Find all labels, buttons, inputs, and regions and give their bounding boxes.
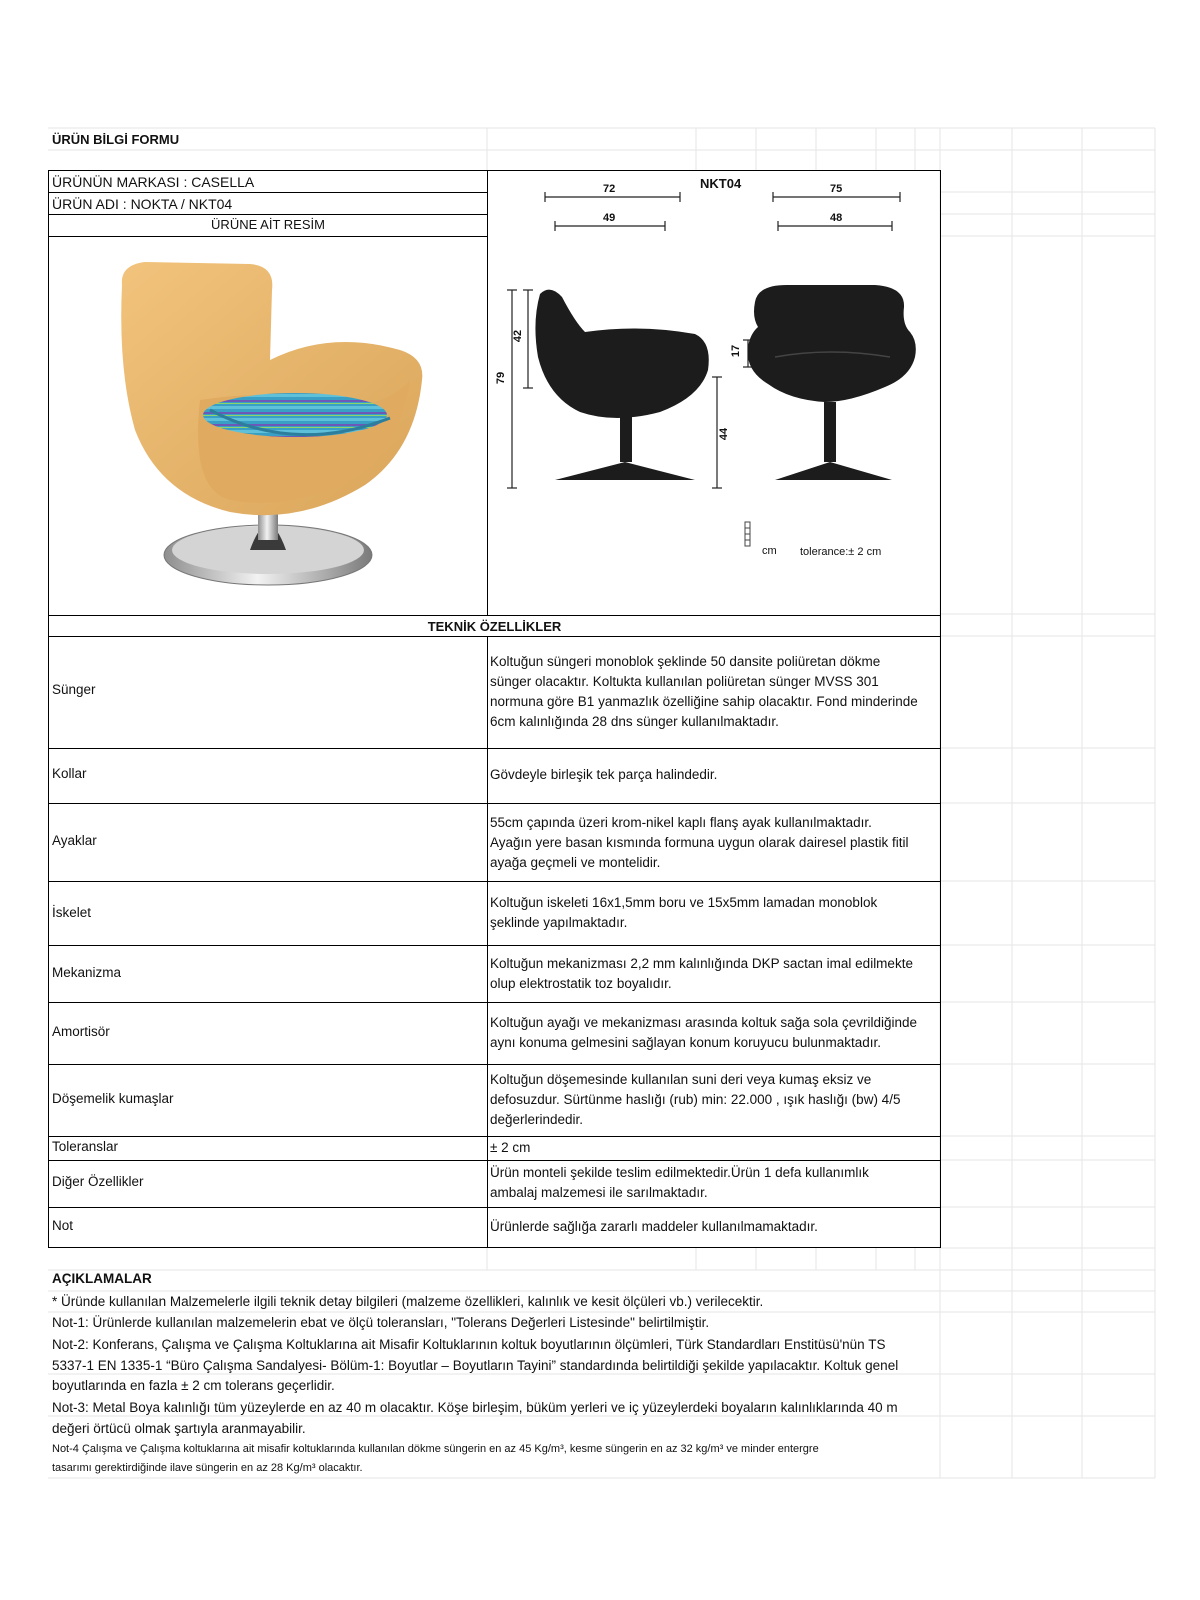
dim-side-width: 72	[603, 183, 616, 195]
model-code: NKT04	[700, 176, 742, 191]
tolerance-label: tolerance:± 2 cm	[800, 546, 882, 558]
dim-arm-height: 17	[730, 344, 743, 358]
spec-value-iskelet: Koltuğun iskeleti 16x1,5mm boru ve 15x5mm lamadan monoblok şeklinde yapılmaktadır.	[490, 895, 878, 930]
image-label: ÜRÜNE AİT RESİM	[211, 217, 325, 232]
spec-value-mekanizma: Koltuğun mekanizması 2,2 mm kalınlığında DKP sactan imal edilmekte olup elektrostatik toz boyalıdır.	[490, 956, 913, 991]
note-star: * Üründe kullanılan Malzemelerle ilgili teknik detay bilgileri (malzeme özellikleri, kalınlık ve kesit ölçüleri vb.) verilecektir.	[52, 1294, 764, 1309]
dim-front-seat-width: 48	[830, 212, 843, 224]
specs-title: TEKNİK ÖZELLİKLER	[427, 619, 562, 634]
spec-label-diger: Diğer Özellikler	[52, 1174, 144, 1189]
dim-total-height: 79	[495, 371, 508, 385]
product-photo	[100, 250, 440, 595]
spec-value-sunger: Koltuğun süngeri monoblok şeklinde 50 dansite poliüretan dökme sünger olacaktır. Koltukta kullanılan poliüretan sünger MVSS 301 normuna göre B1 yanmazlık özelliğine sahip olacaktır. Fond minderinde 6cm kalınlığında 28 dns sünger kullanılmaktadır.	[490, 654, 918, 729]
spec-label-iskelet: İskelet	[52, 905, 92, 920]
spec-value-diger: Ürün monteli şekilde teslim edilmektedir.Ürün 1 defa kullanımlık ambalaj malzemesi ile sarılmaktadır.	[490, 1165, 869, 1200]
note-3: Not-3: Metal Boya kalınlığı tüm yüzeylerde en az 40 m olacaktır. Köşe birleşim, büküm yerleri ve iç yüzeylerdeki boyaların kalınlıklarında 40 m değeri örtücü olmak şartıyla aranmayabilir.	[52, 1400, 898, 1436]
spec-label-amortisor: Amortisör	[52, 1024, 110, 1039]
spec-value-dosemelik: Koltuğun döşemesinde kullanılan suni deri veya kumaş eksiz ve defosuzdur. Sürtünme haslığı (rub) min: 22.000 , ışık haslığı (bw) 4/5 değerlerindedir.	[490, 1072, 901, 1127]
spec-label-sunger: Sünger	[52, 682, 96, 697]
spec-label-not: Not	[52, 1218, 74, 1233]
dim-back-height: 42	[512, 329, 525, 343]
spec-value-amortisor: Koltuğun ayağı ve mekanizması arasında koltuk sağa sola çevrildiğinde aynı konuma gelmesini sağlayan konum koruyucu bulunmaktadır.	[490, 1015, 917, 1050]
dim-side-seat-width: 49	[603, 212, 616, 224]
dim-front-width: 75	[830, 183, 843, 195]
spec-label-toleranslar: Toleranslar	[52, 1139, 119, 1154]
note-4: Not-4 Çalışma ve Çalışma koltuklarına ait misafir koltuklarında kullanılan dökme süngerin en az 45 Kg/m³, kesme süngerin en az 32 kg/m³ ve minder entergre tasarımı gerektirdiğinde ilave süngerin en az 28 Kg/m³ olacaktır.	[52, 1443, 819, 1474]
note-1: Not-1: Ürünlerde kullanılan malzemelerin ebat ve ölçü toleransları, "Tolerans Değerleri Listesinde" belirtilmiştir.	[52, 1315, 710, 1330]
spec-label-dosemelik: Döşemelik kumaşlar	[52, 1091, 174, 1106]
spec-value-toleranslar: ± 2 cm	[490, 1140, 531, 1155]
spec-value-kollar: Gövdeyle birleşik tek parça halindedir.	[490, 767, 718, 782]
spec-label-mekanizma: Mekanizma	[52, 965, 122, 980]
product-name-label: ÜRÜN ADI : NOKTA / NKT04	[52, 196, 233, 212]
notes-title: AÇIKLAMALAR	[52, 1271, 152, 1286]
spec-label-kollar: Kollar	[52, 766, 87, 781]
dim-seat-height: 44	[718, 427, 731, 441]
form-title: ÜRÜN BİLGİ FORMU	[52, 132, 180, 147]
unit-label: cm	[762, 545, 777, 557]
spec-value-ayaklar: 55cm çapında üzeri krom-nikel kaplı flanş ayak kullanılmaktadır. Ayağın yere basan kısmında formuna uygun olarak dairesel plastik fitil ayağa geçmeli ve montelidir.	[490, 815, 909, 870]
spec-label-ayaklar: Ayaklar	[52, 833, 97, 848]
brand-label: ÜRÜNÜN MARKASI : CASELLA	[52, 174, 255, 190]
note-2: Not-2: Konferans, Çalışma ve Çalışma Koltuklarına ait Misafir Koltuklarının koltuk boyutlarının ölçümleri, Türk Standardları Enstitüsü'nün TS 5337-1 EN 1335-1 “Büro Çalışma Sandalyesi- Bölüm-1: Boyutlar – Boyutların Tayini” standardında belirtildiği şekilde yapılacaktır. Koltuk genel boyutlarında en fazla ± 2 cm tolerans geçerlidir.	[52, 1337, 899, 1393]
spec-value-not: Ürünlerde sağlığa zararlı maddeler kullanılmamaktadır.	[490, 1219, 818, 1234]
